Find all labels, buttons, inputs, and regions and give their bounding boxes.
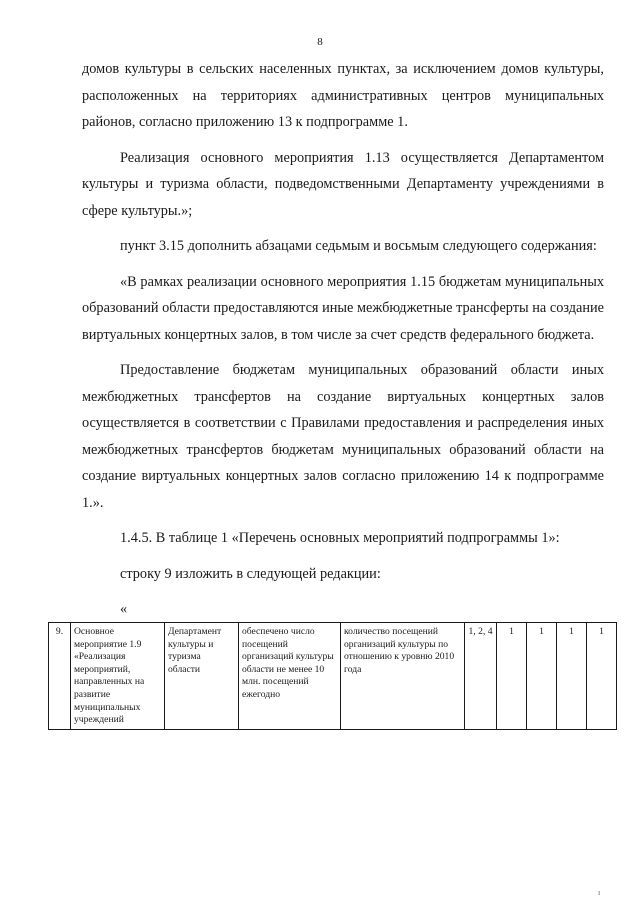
expected-result-cell: обеспечено число посещений организаций культуры области не менее 10 млн. посещений ежегодно: [239, 623, 341, 730]
open-quote-mark: «: [120, 601, 128, 617]
paragraph-implementation: Реализация основного мероприятия 1.13 осуществляется Департаментом культуры и туризма области, подведомственными Департаменту учреждениями в сфере культуры.»;: [82, 149, 604, 219]
value-cell-4: 1: [587, 623, 617, 730]
page-number: 8: [317, 36, 323, 48]
paragraph-table-reference: 1.4.5. В таблице 1 «Перечень основных мероприятий подпрограммы 1»:: [120, 530, 560, 546]
value-cell-2: 1: [527, 623, 557, 730]
paragraph-continuation: домов культуры в сельских населенных пунктах, за исключением домов культуры, расположенных на территориях административных центров муниципальных районов, согласно приложению 13 к подпрограмме 1.: [82, 61, 604, 130]
table-row: [49, 623, 617, 730]
document-body: [82, 56, 604, 632]
activities-table: [48, 622, 616, 730]
paragraph-quoted-1: «В рамках реализации основного мероприятия 1.15 бюджетам муниципальных образований области предоставляются иные межбюджетные трансферты на создание виртуальных концертных залов, в том числе за счет средств федерального бюджета.: [82, 273, 604, 343]
paragraph-quoted-2: Предоставление бюджетам муниципальных образований области иных межбюджетных трансфертов на создание виртуальных концертных залов осуществляется в соответствии с Правилами предоставления и распределения иных межбюджетных трансфертов бюджетам муниципальных образований области на создание виртуальных концертных залов согласно приложению 14 к подпрограмме 1.».: [82, 362, 604, 511]
links-cell: 1, 2, 4: [465, 623, 497, 730]
row-number-cell: 9.: [49, 623, 71, 730]
scan-mark: ı: [598, 888, 601, 897]
indicator-cell: количество посещений организаций культуры по отношению к уровню 2010 года: [341, 623, 465, 730]
activity-name-cell: Основное мероприятие 1.9 «Реализация мероприятий, направленных на развитие муниципальных учреждений: [71, 623, 165, 730]
paragraph-row-instruction: строку 9 изложить в следующей редакции:: [120, 565, 381, 582]
executor-cell: Департамент культуры и туризма области: [165, 623, 239, 730]
value-cell-1: 1: [497, 623, 527, 730]
paragraph-amendment-3-15: пункт 3.15 дополнить абзацами седьмым и восьмым следующего содержания:: [120, 238, 597, 254]
value-cell-3: 1: [557, 623, 587, 730]
